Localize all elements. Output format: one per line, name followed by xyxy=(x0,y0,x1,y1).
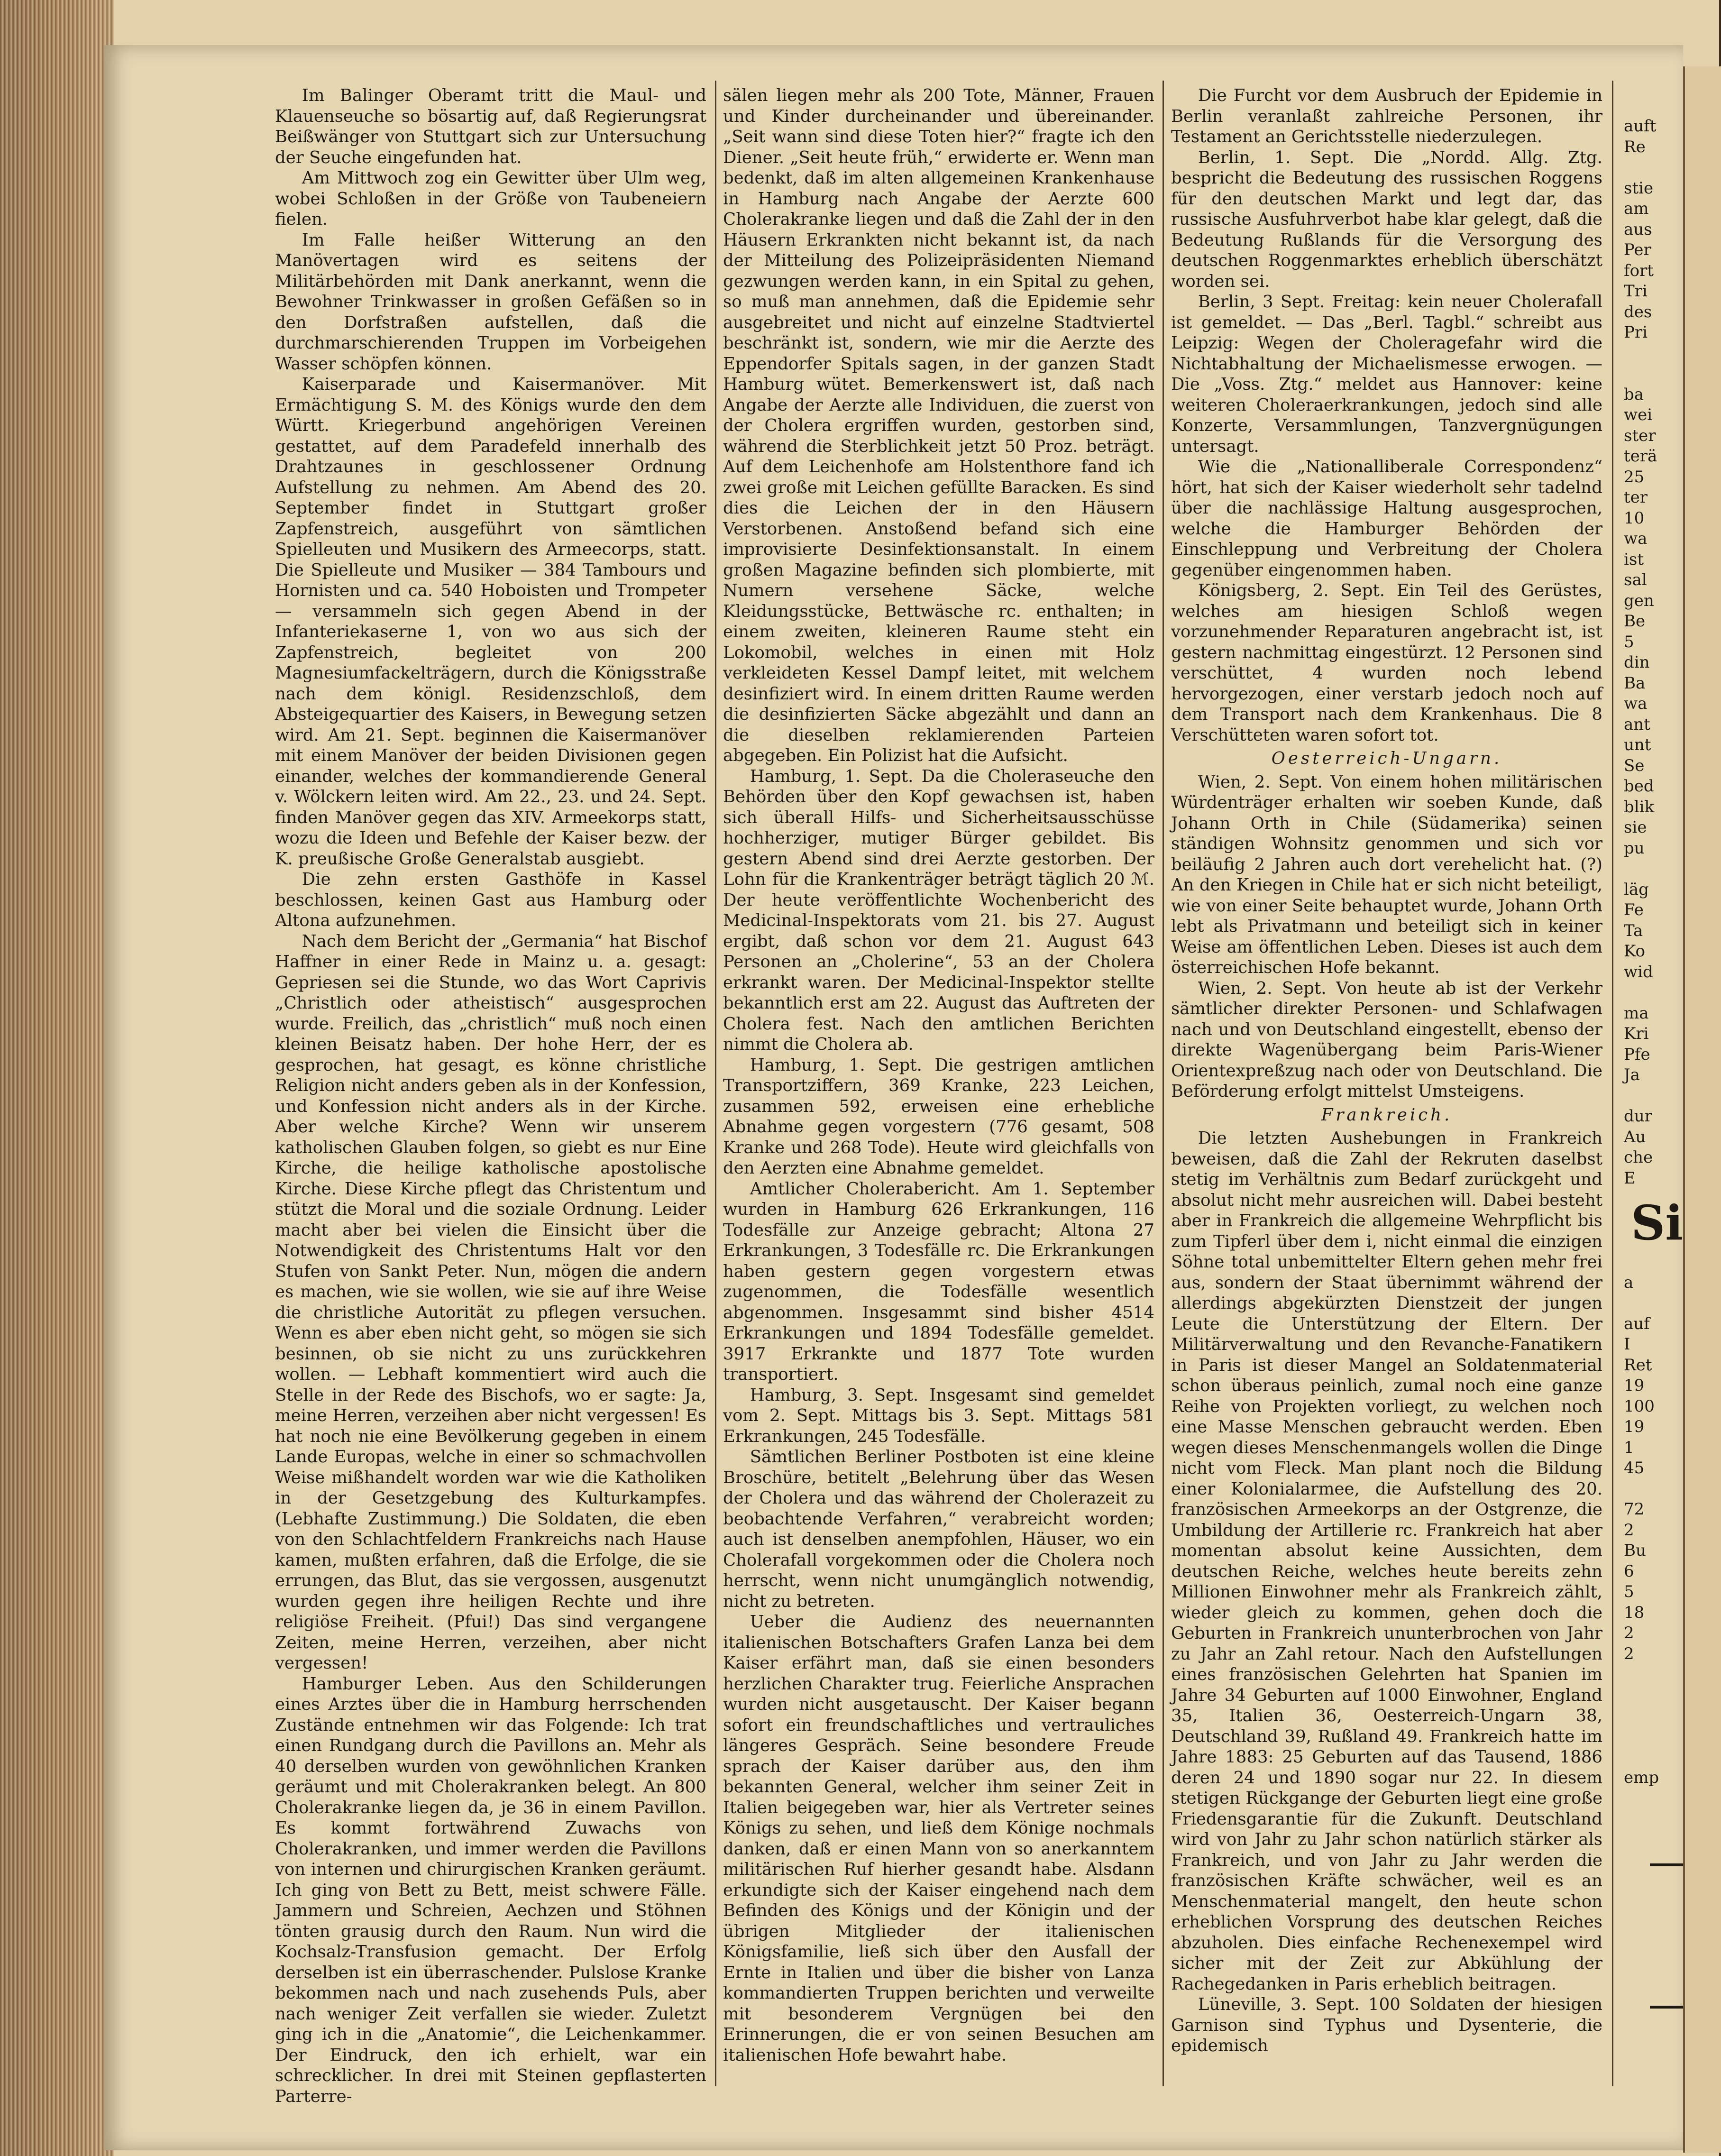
edge-fragment: Ta xyxy=(1624,921,1643,940)
edge-fragment: Bu xyxy=(1624,1541,1646,1560)
edge-fragment: emp xyxy=(1624,1768,1659,1787)
article-paragraph: Wien, 2. Sept. Von heute ab ist der Verkehr sämtlicher direkter Personen- und Schlafwagen nach und von Deutschland eingestellt, ebenso der direkte Wagenübergang beim Paris-Wiener Orientexpreßzug nach oder von Deutschland. Die Beförderung erfolgt mittelst Umsteigens. xyxy=(1171,978,1602,1101)
edge-fragment: 72 xyxy=(1624,1500,1645,1519)
article-paragraph: Wie die „Nationalliberale Correspondenz“ hört, hat sich der Kaiser wiederholt sehr tadelnd über die nachlässige Haltung ausgesprochen, welche die Hamburger Behörden der Einschleppung und Verbreitung der Cholera gegenüber eingenommen haben. xyxy=(1171,457,1602,580)
article-paragraph: Die Furcht vor dem Ausbruch der Epidemie in Berlin veranlaßt zahlreiche Personen, ihr Testament an Gerichtsstelle niederzulegen. xyxy=(1171,86,1602,147)
article-paragraph: Im Falle heißer Witterung an den Manövertagen wird es seitens der Militärbehörden mit Dank anerkannt, wenn die Bewohner Trinkwasser in großen Gefäßen so in den Dorfstraßen aufstellen, daß die durchmarschierenden Truppen im Vorbeigehen Wasser schöpfen können. xyxy=(275,230,706,374)
edge-fragment: Ret xyxy=(1624,1355,1652,1375)
edge-fragment: 100 xyxy=(1624,1396,1655,1416)
article-paragraph: Am Mittwoch zog ein Gewitter über Ulm weg, wobei Schloßen in der Größe von Taubeneiern fielen. xyxy=(275,168,706,229)
edge-fragment: des xyxy=(1624,302,1652,321)
edge-fragment: Pfe xyxy=(1624,1045,1650,1064)
column-rule xyxy=(1612,81,1613,2086)
edge-fragment: wa xyxy=(1624,694,1648,713)
edge-fragment: 19 xyxy=(1624,1417,1645,1436)
edge-fragment xyxy=(1624,859,1681,880)
adjacent-page-edge xyxy=(1683,66,1721,2153)
edge-fragment: Pri xyxy=(1624,323,1648,342)
article-paragraph: Berlin, 3 Sept. Freitag: kein neuer Cholerafall ist gemeldet. — Das „Berl. Tagbl.“ schreibt aus Leipzig: Wegen der Choleragefahr wird die Nichtabhaltung der Michaelismesse erwogen. — Die „Voss. Ztg.“ meldet aus Hannover: keine weiteren Choleraerkrankungen, jedoch sind alle Konzerte, Versammlungen, Tanzvergnügungen untersagt. xyxy=(1171,292,1602,456)
edge-fragment: sie xyxy=(1624,818,1647,837)
edge-fragment: I xyxy=(1624,1335,1630,1354)
separator-bar xyxy=(1650,2006,1683,2009)
edge-fragment xyxy=(1624,1747,1681,1768)
edge-fragment: ma xyxy=(1624,1003,1649,1023)
edge-fragment: che xyxy=(1624,1148,1653,1167)
edge-fragment: sal xyxy=(1624,570,1647,589)
edge-fragment: 5 xyxy=(1624,632,1634,651)
edge-fragment: 19 xyxy=(1624,1376,1645,1395)
section-heading-france: Frankreich. xyxy=(1321,1105,1453,1125)
edge-fragment xyxy=(1624,1252,1681,1273)
edge-fragment: 6 xyxy=(1624,1561,1634,1581)
column-3 xyxy=(1171,85,1602,2086)
edge-fragment: 1 xyxy=(1624,1438,1634,1457)
edge-fragment: 2 xyxy=(1624,1644,1634,1663)
article-paragraph: Die zehn ersten Gasthöfe in Kassel beschlossen, keinen Gast aus Hamburg oder Altona aufzunehmen. xyxy=(275,870,706,930)
edge-fragment: 18 xyxy=(1624,1603,1645,1622)
edge-fragment: unt xyxy=(1624,735,1651,754)
separator-bar xyxy=(1650,1863,1683,1866)
edge-fragment: Au xyxy=(1624,1127,1646,1147)
article-paragraph: Hamburg, 1. Sept. Die gestrigen amtlichen Transportziffern, 369 Kranke, 223 Leichen, zusammen 592, erweisen eine erhebliche Abnahme gegen vorgestern (776 gesamt, 508 Kranke und 268 Tode). Heute wird gleichfalls von den Aerzten eine Abnahme gemeldet. xyxy=(723,1055,1154,1178)
edge-fragment: Re xyxy=(1624,137,1646,156)
article-paragraph: Königsberg, 2. Sept. Ein Teil des Gerüstes, welches am hiesigen Schloß wegen vorzunehmender Reparaturen angebracht ist, ist gestern nachmittag eingestürzt. 12 Personen sind verschüttet, 4 wurden noch lebend hervorgezogen, einer verstarb jedoch noch auf dem Transport nach dem Krankenhaus. Die 8 Verschütteten waren sofort tot. xyxy=(1171,581,1602,745)
edge-fragment: Ko xyxy=(1624,942,1645,961)
edge-fragment: am xyxy=(1624,199,1649,218)
edge-fragment: Tri xyxy=(1624,282,1648,301)
edge-fragment: blik xyxy=(1624,797,1655,817)
edge-fragment xyxy=(1624,364,1681,385)
edge-fragment xyxy=(1624,343,1681,364)
edge-fragment: pu xyxy=(1624,838,1645,858)
article-paragraph: Berlin, 1. Sept. Die „Nordd. Allg. Ztg. bespricht die Bedeutung des russischen Roggens für den deutschen Markt und legt dar, das russische Ausfuhrverbot habe klar gelegt, daß die Bedeutung Rußlands für die Versorgung des deutschen Roggenmarktes erheblich überschätzt worden sei. xyxy=(1171,147,1602,291)
edge-fragment: 2 xyxy=(1624,1624,1634,1642)
right-edge-fragments-top xyxy=(1624,116,1681,1189)
edge-fragment xyxy=(1624,1726,1681,1747)
edge-fragment: bed xyxy=(1624,777,1654,796)
edge-fragment xyxy=(1624,982,1681,1003)
edge-fragment: wid xyxy=(1624,962,1653,982)
article-paragraph: Wien, 2. Sept. Von einem hohen militärischen Würdenträger erhalten wir soeben Kunde, daß Johann Orth in Chile (Südamerika) seinen ständigen Wohnsitz genommen und sich vor beiläufig 2 Jahren auch dort verehelicht hat. (?) An den Kriegen in Chile hat er sich nicht beteiligt, wie von einer Seite behauptet wurde, Johann Orth lebt als Privatmann und beteiligt sich in keiner Weise am öffentlichen Leben. Dieses ist auch dem österreichischen Hofe bekannt. xyxy=(1171,772,1602,977)
edge-fragment: a xyxy=(1624,1273,1634,1292)
edge-fragment: 2 xyxy=(1624,1520,1634,1540)
edge-fragment: 10 xyxy=(1624,508,1645,528)
right-edge-big-letter: Si xyxy=(1631,1195,1684,1251)
edge-fragment: Per xyxy=(1624,240,1651,259)
edge-fragment: wa xyxy=(1624,529,1648,548)
edge-fragment: Se xyxy=(1624,756,1645,775)
column-1 xyxy=(275,85,706,2106)
article-paragraph: Im Balinger Oberamt tritt die Maul- und Klauenseuche so bösartig auf, daß Regierungsrat Beißwänger von Stuttgart sich zur Untersuchung der Seuche eingefunden hat. xyxy=(275,86,706,167)
article-paragraph: Lüneville, 3. Sept. 100 Soldaten der hiesigen Garnison sind Typhus und Dysenterie, die epidemisch xyxy=(1171,1995,1602,2055)
edge-fragment: auft xyxy=(1624,117,1657,136)
article-paragraph: Nach dem Bericht der „Germania“ hat Bischof Haffner in einer Rede in Mainz u. a. gesagt: Gepriesen sei die Stunde, wo das Wort Caprivis „Christlich oder atheistisch“ ausgesprochen wurde. Freilich, das „christlich“ muß noch einen kleinen Beisatz haben. Der hohe Herr, der es gesprochen, hat gesagt, es könne christliche Religion nicht anders geben als in der Konfession, und Konfession nicht anders als in der Kirche. Aber welche Kirche? Wenn wir unserem katholischen Glauben folgen, so giebt es nur Eine Kirche, die heilige katholische apostolische Kirche. Diese Kirche pflegt das Christentum und stützt die Moral und die soziale Ordnung. Leider macht aber bei vielen die Einsicht über die Notwendigkeit des Christentums Halt vor den Stufen von Sankt Peter. Nun, mögen die andern es machen, wie sie wollen, wie sie auf ihre Weise die christliche Autorität zu pflegen versuchen. Wenn es aber eben nicht geht, so mögen sie sich besinnen, ob sie nicht zu uns zurückkehren wollen. — Lebhaft kommentiert wird auch die Stelle in der Rede des Bischofs, wo er sagte: Ja, meine Herren, verzeihen aber nicht vergessen! Es hat noch nie eine Bevölkerung gegeben in einem Lande Europas, welche in einer so schmachvollen Weise mißhandelt worden war wie die Katholiken in der Gesetzgebung des Kulturkampfes. (Lebhafte Zustimmung.) Die Soldaten, die eben von den Schlachtfeldern Frankreichs nach Hause kamen, mußten erfahren, daß die Erfolge, die sie errungen, das Blut, das sie vergossen, ausgenutzt wurden gegen ihre heiligen Rechte und ihre religiöse Freiheit. (Pfui!) Das sind vergangene Zeiten, meine Herren, verzeihen, aber nicht vergessen! xyxy=(275,931,706,1673)
article-paragraph: Hamburg, 3. Sept. Insgesamt sind gemeldet vom 2. Sept. Mittags bis 3. Sept. Mittags 581 Erkrankungen, 245 Todesfälle. xyxy=(723,1385,1154,1446)
edge-fragment: auf xyxy=(1624,1314,1650,1333)
edge-fragment: stie xyxy=(1624,178,1654,198)
edge-fragment: ter xyxy=(1624,488,1648,507)
column-rule xyxy=(1163,81,1164,2086)
edge-fragment: Ja xyxy=(1624,1065,1640,1084)
article-paragraph: Ueber die Audienz des neuernannten italienischen Botschafters Grafen Lanza bei dem Kaiser erfährt man, daß sie einen besonders herzlichen Charakter trug. Feierliche Ansprachen wurden nicht ausgetauscht. Der Kaiser begann sofort ein freundschaftliches und vertrauliches längeres Gespräch. Seine besondere Freude sprach der Kaiser darüber aus, den ihm bekannten General, welcher ihm seiner Zeit in Italien beigegeben war, hier als Vertreter seines Königs zu sehen, und ließ dem Könige nochmals danken, daß er einen Mann von so anerkanntem militärischen Ruf hierher gesandt habe. Alsdann erkundigte sich der Kaiser eingehend nach dem Befinden des Königs und der Königin und der übrigen Mitglieder der italienischen Königsfamilie, ließ sich über den Ausfall der Ernte in Italien und über die bisher von Lanza kommandierten Truppen berichten und verweilte mit besonderem Vergnügen bei den Erinnerungen, die er von seinen Besuchen am italienischen Hofe bewahrt habe. xyxy=(723,1612,1154,2065)
article-paragraph: Hamburg, 1. Sept. Da die Choleraseuche den Behörden über den Kopf gewachsen ist, haben sich überall Hilfs- und Sicherheitsausschüsse hochherziger, mutiger Bürger gebildet. Bis gestern Abend sind drei Aerzte gestorben. Der Lohn für die Krankenträger beträgt täglich 20 ℳ. Der heute veröffentlichte Wochenbericht des Medicinal-Inspektorats vom 21. bis 27. August ergibt, daß schon vor dem 21. August 643 Personen an „Cholerine“, 53 an der Cholera erkrankt waren. Der Medicinal-Inspektor stellte bekanntlich erst am 22. August das Auftreten der Cholera fest. Nach den amtlichen Berichten nimmt die Cholera ab. xyxy=(723,766,1154,1054)
edge-fragment: dur xyxy=(1624,1107,1652,1126)
right-edge-fragments-bottom xyxy=(1624,1252,1681,1788)
article-paragraph: Sämtlichen Berliner Postboten ist eine kleine Broschüre, betitelt „Belehrung über das Wesen der Cholera und das während der Cholerazeit zu beobachtende Verfahren,“ verabreicht worden; auch ist denselben anempfohlen, Häuser, wo ein Cholerafall vorgekommen oder die Cholera noch herrscht, wenn nicht unumgänglich notwendig, nicht zu betreten. xyxy=(723,1447,1154,1611)
edge-fragment: gen xyxy=(1624,591,1654,610)
edge-fragment: ba xyxy=(1624,385,1644,404)
edge-fragment: 45 xyxy=(1624,1459,1645,1477)
edge-fragment: 25 xyxy=(1624,467,1645,486)
edge-fragment xyxy=(1624,1086,1681,1107)
article-paragraph: sälen liegen mehr als 200 Tote, Männer, Frauen und Kinder durcheinander und übereinander. „Seit wann sind diese Toten hier?“ fragte ich den Diener. „Seit heute früh,“ erwiderte er. Wenn man bedenkt, daß im alten allgemeinen Krankenhause in Hamburg nach Angabe der Aerzte 600 Cholerakranke liegen und daß die Zahl der in den Häusern Erkrankten nicht bekannt ist, da nach der Mitteilung des Polizeipräsidenten Niemand gezwungen werden kann, in ein Spital zu gehen, so muß man annehmen, daß die Epidemie sehr ausgebreitet und nicht auf einzelne Stadtviertel beschränkt ist, sondern, wie mir die Aerzte des Eppendorfer Spitals sagen, in der ganzen Stadt Hamburg wütet. Bemerkenswert ist, daß nach Angabe der Aerzte alle Individuen, die zuerst von der Cholera ergriffen wurden, gestorben sind, während die Sterblichkeit jetzt 50 Proz. beträgt. Auf dem Leichenhofe am Holstenthore fand ich zwei große mit Leichen gefüllte Baracken. Es sind dies die Leichen der in den Häusern Verstorbenen. Anstoßend befand sich eine improvisierte Desinfektionsanstalt. In einem großen Magazine befinden sich plombierte, mit Numern versehene Säcke, welche Kleidungsstücke, Bettwäsche rc. enthalten; in einem zweiten, kleineren Raume steht ein Lokomobil, welches in einen mit Holz verkleideten Kessel Dampf leitet, mit welchem desinfiziert wird. In einem dritten Raume werden die desinfizierten Säcke abgezählt und dann an die dieselben reklamierenden Parteien abgegeben. Ein Polizist hat die Aufsicht. xyxy=(723,86,1154,765)
edge-fragment: läg xyxy=(1624,880,1649,899)
edge-fragment xyxy=(1624,1664,1681,1685)
article-paragraph: Die letzten Aushebungen in Frankreich beweisen, daß die Zahl der Rekruten daselbst stetig im Verhältnis zum Bedarf zurückgeht und absolut nicht mehr ausreichen will. Dabei besteht aber in Frankreich die allgemeine Wehrpflicht bis zum Tipferl über dem i, nicht einmal die einzigen Söhne total unbemittelter Eltern gehen mehr frei aus, sondern der Staat übernimmt während der allerdings abgekürzten Dienstzeit der jungen Leute die Unterstützung der Eltern. Der Militärverwaltung und den Revanche-Fanatikern in Paris ist dieser Mangel an Soldatenmaterial schon überaus peinlich, zumal noch eine ganze Reihe von Projekten vorliegt, zu welchen noch eine Masse Menschen gebraucht werden. Eben wegen dieses Menschenmangels wollen die Dinge nicht vom Fleck. Man plant noch die Bildung einer Kolonialarmee, die Aufstellung des 20. französischen Armeekorps an der Ostgrenze, die Umbildung der Artillerie rc. Frankreich hat aber momentan absolut keine Aussichten, dem deutschen Reiche, welches heute bereits zehn Millionen Einwohner mehr als Frankreich zählt, wieder gleich zu kommen, gehen doch die Geburten in Frankreich ununterbrochen von Jahr zu Jahr an Zahl retour. Nach den Aufstellungen eines französischen Gelehrten hat Spanien im Jahre 34 Geburten auf 1000 Einwohner, England 35, Italien 36, Oesterreich-Ungarn 38, Deutschland 39, Rußland 49. Frankreich hatte im Jahre 1883: 25 Geburten auf das Tausend, 1886 deren 24 und 1890 sogar nur 22. In diesem stetigen Rückgange der Geburten liegt eine große Friedensgarantie für die Zukunft. Deutschland wird von Jahr zu Jahr schon natürlich stärker als Frankreich, und von Jahr zu Jahr werden die französischen Kräfte schwächer, weil es an Menschenmaterial mangelt, den heute schon erheblichen Vorsprung des deutschen Reiches abzuholen. Dies einfache Rechenexempel wird sicher mit der Zeit zur Abkühlung der Rachegedanken in Paris erheblich beitragen. xyxy=(1171,1128,1602,1994)
column-2 xyxy=(723,85,1154,2086)
edge-fragment: wei xyxy=(1624,405,1653,424)
edge-fragment: Kri xyxy=(1624,1024,1649,1043)
edge-fragment: ant xyxy=(1624,715,1650,734)
edge-fragment: Fe xyxy=(1624,900,1644,919)
edge-fragment xyxy=(1624,1293,1681,1314)
edge-fragment: Ba xyxy=(1624,673,1646,693)
edge-fragment: terä xyxy=(1624,447,1657,466)
article-paragraph: Hamburger Leben. Aus den Schilderungen eines Arztes über die in Hamburg herrschenden Zustände entnehmen wir das Folgende: Ich trat einen Rundgang durch die Pavillons an. Mehr als 40 derselben wurden von gewöhnlichen Kranken geräumt und mit Cholerakranken belegt. An 800 Cholerakranke liegen da, je 36 in einem Pavillon. Es kommt fortwährend Zuwachs von Cholerakranken, und immer werden die Pavillons von internen und chirurgischen Kranken geräumt. Ich ging von Bett zu Bett, meist schwere Fälle. Jammern und Schreien, Aechzen und Stöhnen tönten grausig durch den Raum. Nun wird die Kochsalz-Transfusion gemacht. Der Erfolg derselben ist ein überraschender. Pulslose Kranke bekommen nach und nach zusehends Puls, aber nach weniger Zeit verfallen sie wieder. Zuletzt ging ich in die „Anatomie“, die Leichenkammer. Der Eindruck, den ich erhielt, war ein schrecklicher. In drei mit Steinen gepflasterten Parterre- xyxy=(275,1674,706,2106)
edge-fragment xyxy=(1624,1479,1681,1500)
edge-fragment: aus xyxy=(1624,220,1652,239)
edge-fragment: 5 xyxy=(1624,1582,1634,1601)
edge-fragment: ist xyxy=(1624,550,1644,569)
edge-fragment xyxy=(1624,1685,1681,1706)
edge-fragment: E xyxy=(1624,1168,1636,1188)
edge-fragment xyxy=(1624,157,1681,178)
article-paragraph: Kaiserparade und Kaisermanöver. Mit Ermächtigung S. M. des Königs wurde den dem Württ. Kriegerbund angehörigen Vereinen gestattet, auf dem Paradefeld innerhalb des Drahtzaunes in geschlossener Ordnung Aufstellung zu nehmen. Am Abend des 20. September findet in Stuttgart großer Zapfenstreich, ausgeführt von sämtlichen Spielleuten und Musikern des Armeecorps, statt. Die Spielleute und Musiker — 384 Tambours und Hornisten und ca. 540 Hoboisten und Trompeter — versammeln sich gegen Abend in der Infanteriekaserne 1, von wo aus sich der Zapfenstreich, begleitet von 200 Magnesiumfackelträgern, durch die Königsstraße nach dem königl. Residenzschloß, dem Absteigequartier des Kaisers, in Bewegung setzen wird. Am 21. Sept. beginnen die Kaisermanöver mit einem Manöver der beiden Divisionen gegen einander, welches der kommandierende General v. Wölckern leiten wird. Am 22., 23. und 24. Sept. finden Manöver gegen das XIV. Armeekorps statt, wozu die Ideen und Befehle der Kaiser bezw. der K. preußische Große Generalstab ausgiebt. xyxy=(275,375,706,869)
edge-fragment: Be xyxy=(1624,612,1646,631)
book-gutter xyxy=(0,0,114,2156)
column-rule xyxy=(715,81,716,2086)
edge-fragment xyxy=(1624,1706,1681,1726)
edge-fragment: ster xyxy=(1624,426,1656,445)
edge-fragment: fort xyxy=(1624,261,1654,280)
section-heading-austria: Oesterreich-Ungarn. xyxy=(1271,749,1502,768)
article-paragraph: Amtlicher Cholerabericht. Am 1. September wurden in Hamburg 626 Erkrankungen, 116 Todesfälle zur Anzeige gebracht; Altona 27 Erkrankungen, 3 Todesfälle rc. Die Erkrankungen haben gestern gegen vorgestern etwas zugenommen, die Todesfälle wesentlich abgenommen. Insgesammt sind bisher 4514 Erkrankungen und 1894 Todesfälle gemeldet. 3917 Erkrankte und 1877 Tote wurden transportiert. xyxy=(723,1179,1154,1384)
edge-fragment: din xyxy=(1624,653,1650,672)
